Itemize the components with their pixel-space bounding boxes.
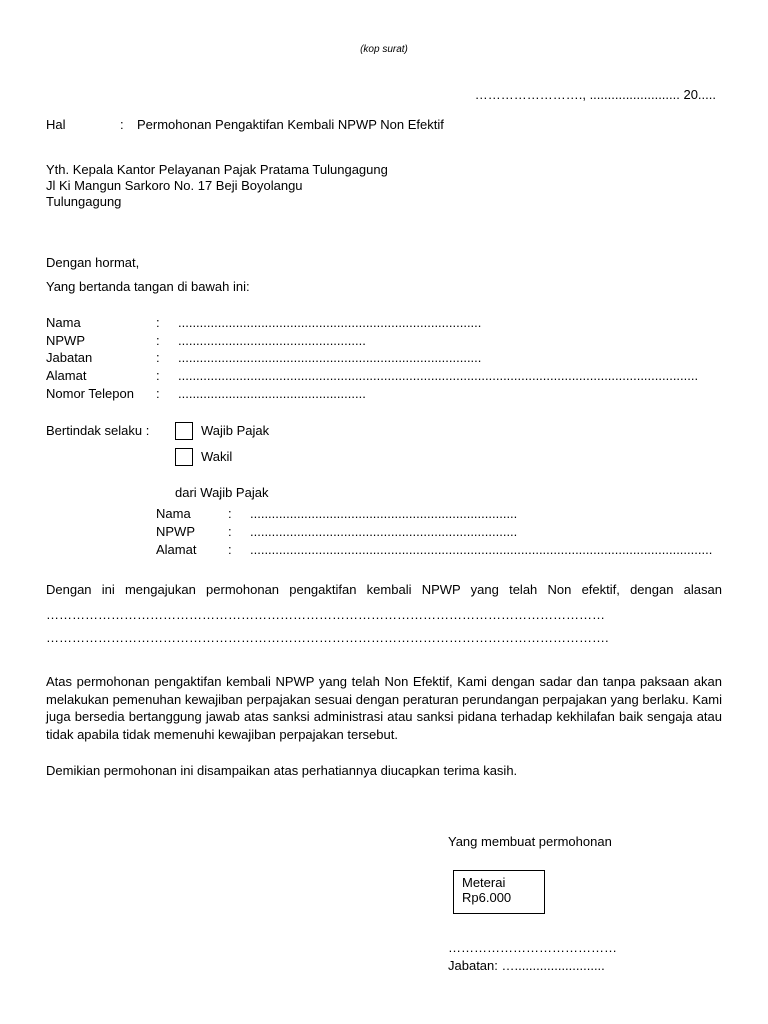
option-label-wajib-pajak: Wajib Pajak <box>201 423 270 438</box>
recipient-line-2: Jl Ki Mangun Sarkoro No. 17 Beji Boyolangu <box>46 178 303 193</box>
wp-label-npwp: NPWP <box>156 524 195 539</box>
field-label-npwp: NPWP <box>46 333 85 348</box>
reason-text: Dengan ini mengajukan permohonan pengaktifan kembali NPWP yang telah Non efektif, dengan alasan <box>46 582 722 597</box>
reason-line-1: ………………………………………………………………………………………………………………… <box>46 607 605 622</box>
wp-colon: : <box>228 542 232 557</box>
option-label-wakil: Wakil <box>201 449 233 464</box>
wp-colon: : <box>228 524 232 539</box>
subject-label: Hal <box>46 117 66 132</box>
wp-dots-alamat: ................................................................................................................................ <box>250 542 713 557</box>
signature-title: Yang membuat permohonan <box>448 834 612 849</box>
acting-as-label: Bertindak selaku : <box>46 423 150 438</box>
signature-position: Jabatan: …......................... <box>448 958 605 973</box>
checkbox-wajib-pajak[interactable] <box>175 422 193 440</box>
closing-text: Demikian permohonan ini disampaikan atas perhatiannya diucapkan terima kasih. <box>46 763 518 778</box>
field-dots-npwp: .................................................... <box>178 333 366 348</box>
intro-text: Yang bertanda tangan di bawah ini: <box>46 279 250 294</box>
field-dots-jabatan: .................................................................................... <box>178 350 482 365</box>
wp-label-nama: Nama <box>156 506 191 521</box>
stamp-line-1: Meterai <box>462 875 506 890</box>
stamp-line-2: Rp6.000 <box>462 890 512 905</box>
field-label-jabatan: Jabatan <box>46 350 93 365</box>
date-line: ……………………., ......................... 20..... <box>474 87 716 102</box>
field-dots-nama: .................................................................................... <box>178 315 482 330</box>
field-label-telepon: Nomor Telepon <box>46 386 134 401</box>
wp-label-alamat: Alamat <box>156 542 197 557</box>
subject-value: Permohonan Pengaktifan Kembali NPWP Non Efektif <box>137 117 444 132</box>
field-label-alamat: Alamat <box>46 368 87 383</box>
recipient-line-3: Tulungagung <box>46 194 122 209</box>
greeting: Dengan hormat, <box>46 255 140 270</box>
field-dots-alamat: ................................................................................................................................................ <box>178 368 699 383</box>
stamp-box <box>453 870 545 914</box>
field-colon: : <box>156 386 160 401</box>
field-dots-telepon: .................................................... <box>178 386 366 401</box>
wp-dots-npwp: .......................................................................... <box>250 524 518 539</box>
statement-paragraph: Atas permohonan pengaktifan kembali NPWP yang telah Non Efektif, Kami dengan sadar dan tanpa paksaan akan melakukan pemenuhan kewajiban perpajakan sesuai dengan peraturan perundangan perpajakan yang berlaku. Kami juga bersedia bertanggung jawab atas sanksi administrasi atau sanksi pidana terhadap kekhilafan baik sengaja atau tidak apabila tidak memenuhi kewajiban perpajakan tersebut. <box>46 674 722 742</box>
field-colon: : <box>156 350 160 365</box>
recipient-line-1: Yth. Kepala Kantor Pelayanan Pajak Pratama Tulungagung <box>46 162 388 177</box>
subject-colon: : <box>120 117 124 132</box>
field-colon: : <box>156 333 160 348</box>
wp-dots-nama: .......................................................................... <box>250 506 518 521</box>
wp-colon: : <box>228 506 232 521</box>
field-colon: : <box>156 315 160 330</box>
wp-section-title: dari Wajib Pajak <box>175 485 269 500</box>
checkbox-wakil[interactable] <box>175 448 193 466</box>
field-label-nama: Nama <box>46 315 81 330</box>
field-colon: : <box>156 368 160 383</box>
signature-name-dots: ………………………………… <box>448 940 617 955</box>
kop-surat-placeholder: (kop surat) <box>360 44 408 55</box>
reason-line-2: …………………………………………………………………………………………………………………. <box>46 630 609 645</box>
